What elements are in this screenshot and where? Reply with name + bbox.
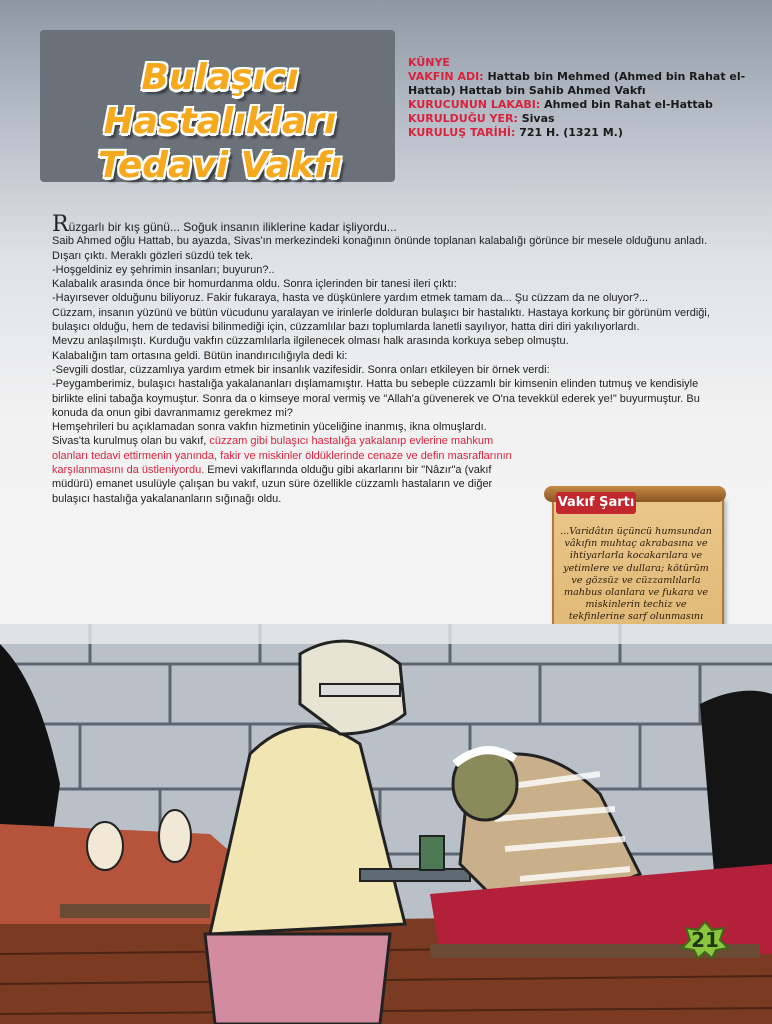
scene-top-fade	[0, 624, 772, 644]
story-paragraph: -Sevgili dostlar, cüzzamlıya yardım etmek bir insanlık vazifesidir. Sonra onları etkileyen bir örnek verdi:	[52, 363, 550, 376]
story-paragraph: Saib Ahmed oğlu Hattab, bu ayazda, Sivas'ın merkezindeki konağının önünde toplanan kalabalığı görünce bir mesele olduğunu anladı. Dışarı çıktı. Meraklı gözleri süzdü tek tek.	[52, 235, 708, 262]
story-paragraph: Kalabalığın tam ortasına geldi. Bütün inandırıcılığıyla dedi ki:	[52, 349, 348, 362]
kunye-row	[408, 126, 748, 140]
story-final-paragraph	[52, 434, 530, 505]
kunye-row	[408, 98, 748, 112]
page-number-badge	[680, 920, 730, 960]
title-line-1: Bulaşıcı Hastalıkları	[103, 57, 337, 142]
kunye-value: 721 H. (1321 M.)	[519, 126, 623, 139]
drop-cap: R	[52, 212, 69, 237]
story-paragraph: -Peygamberimiz, bulaşıcı hastalığa yakalananları dışlamamıştır. Hatta bu sebeple cüzzamlı bir kimsenin elinden tutmuş ve kendisiyle birlikte elini tabağa koymuştur. Sonra da o kimseye moral vermiş ve "Allah'a güvenerek ve O'na tevekkül ederek ye!" buyurmuştur. Bu konuda da onun gibi davranmamız gerekmez mi?	[52, 378, 700, 419]
left-bed-frame	[60, 904, 210, 918]
vakif-sarti-heading: Vakıf Şartı	[556, 492, 636, 514]
story-paragraph: Hemşehrileri bu açıklamadan sonra vakfın hizmetinin yüceliğine inanmış, ikna olmuşlardı.	[52, 421, 487, 434]
kunye-value: Hattab bin Mehmed (Ahmed bin Rahat el-Hattab) Hattab bin Sahib Ahmed Vakfı	[408, 70, 746, 97]
lead-sentence: üzgarlı bir kış günü... Soğuk insanın iliklerine kadar işliyordu...	[68, 220, 397, 234]
page-number: 21	[691, 928, 719, 952]
kunye-heading: KÜNYE	[408, 56, 450, 69]
healer-mask	[320, 684, 400, 696]
final-text-start: Sivas'ta kurulmuş olan bu vakıf,	[52, 435, 210, 448]
kunye-value: Ahmed bin Rahat el-Hattab	[544, 98, 713, 111]
story-paragraph: -Hoşgeldiniz ey şehrimin insanları; buyurun?..	[52, 263, 275, 276]
kunye-label: KURUCUNUN LAKABI:	[408, 98, 541, 111]
kunye-label: VAKFIN ADI:	[408, 70, 484, 83]
story-lead	[52, 212, 722, 237]
story-paragraph: Mevzu anlaşılmıştı. Kurduğu vakfın cüzzamlılarla ilgilenecek olması halk arasında korkuya sebep olmuştu.	[52, 335, 569, 348]
kunye-label: KURULUŞ TARİHİ:	[408, 126, 516, 139]
story-paragraph: -Hayırsever olduğunu biliyoruz. Fakir fukaraya, hasta ve düşkünlere yardım etmek tamam da... Şu cüzzam da ne oluyor?...	[52, 292, 649, 305]
patient-foot	[87, 822, 123, 870]
final-text-highlight: cüzzam gibi bulaşıcı hastalığa yakalanıp evlerine mahkum olanları tedavi ettirmenin yanında, fakir ve miskinler öldüklerinde cenaze ve defin masraflarının karşılanmasını da üstleniyordu.	[52, 435, 512, 477]
side-table	[360, 869, 470, 881]
kunye-box	[408, 56, 748, 140]
story-paragraph: Kalabalık arasında önce bir homurdanma oldu. Sonra içlerinden bir tanesi ileri çıktı:	[52, 278, 457, 291]
title-line-2: Tedavi Vakfı	[97, 145, 343, 186]
kunye-row	[408, 112, 748, 126]
medicine-cup	[420, 836, 444, 870]
kunye-label: KURULDUĞU YER:	[408, 112, 518, 125]
page-title	[60, 56, 380, 188]
illustration-scene	[0, 624, 772, 1024]
story-text	[52, 212, 722, 506]
patient-foot	[159, 810, 191, 862]
vakif-sarti-text: ...Varidâtın üçüncü humsundan vâkıfın muhtaç akrabasına ve ihtiyarlarla kocakarılara ve yetimlere ve dullara; kötürüm ve gözsüz ve cüzzamlılarla mahbus olanlara ve fukara ve miskinlerin techiz ve tekfinlerine sarf olunmasını	[560, 526, 712, 623]
story-paragraph: Cüzzam, insanın yüzünü ve bütün vücudunu yaralayan ve irinlerle dolduran bulaşıcı bir hastalıktı. Hastaya korkunç bir görünüm verdiği, bulaşıcı olduğu, hem de tedavisi bilinmediği için, cüzzamlılar bazı toplumlarda lanetli sayılıyor, hatta diri diri yakılıyorlardı.	[52, 306, 710, 334]
kunye-row	[408, 70, 748, 98]
kunye-value: Sivas	[521, 112, 555, 125]
healer-trousers	[205, 934, 390, 1024]
final-text-end: Emevi vakıflarında olduğu gibi akarlarını bir "Nâzır"a (vakıf müdürü) emanet usulüyle çalışan bu vakıf, uzun süre özellikle cüzzamlı hastaların ve diğer bulaşıcı hastalığa yakalananların sığınağı oldu.	[52, 464, 493, 505]
